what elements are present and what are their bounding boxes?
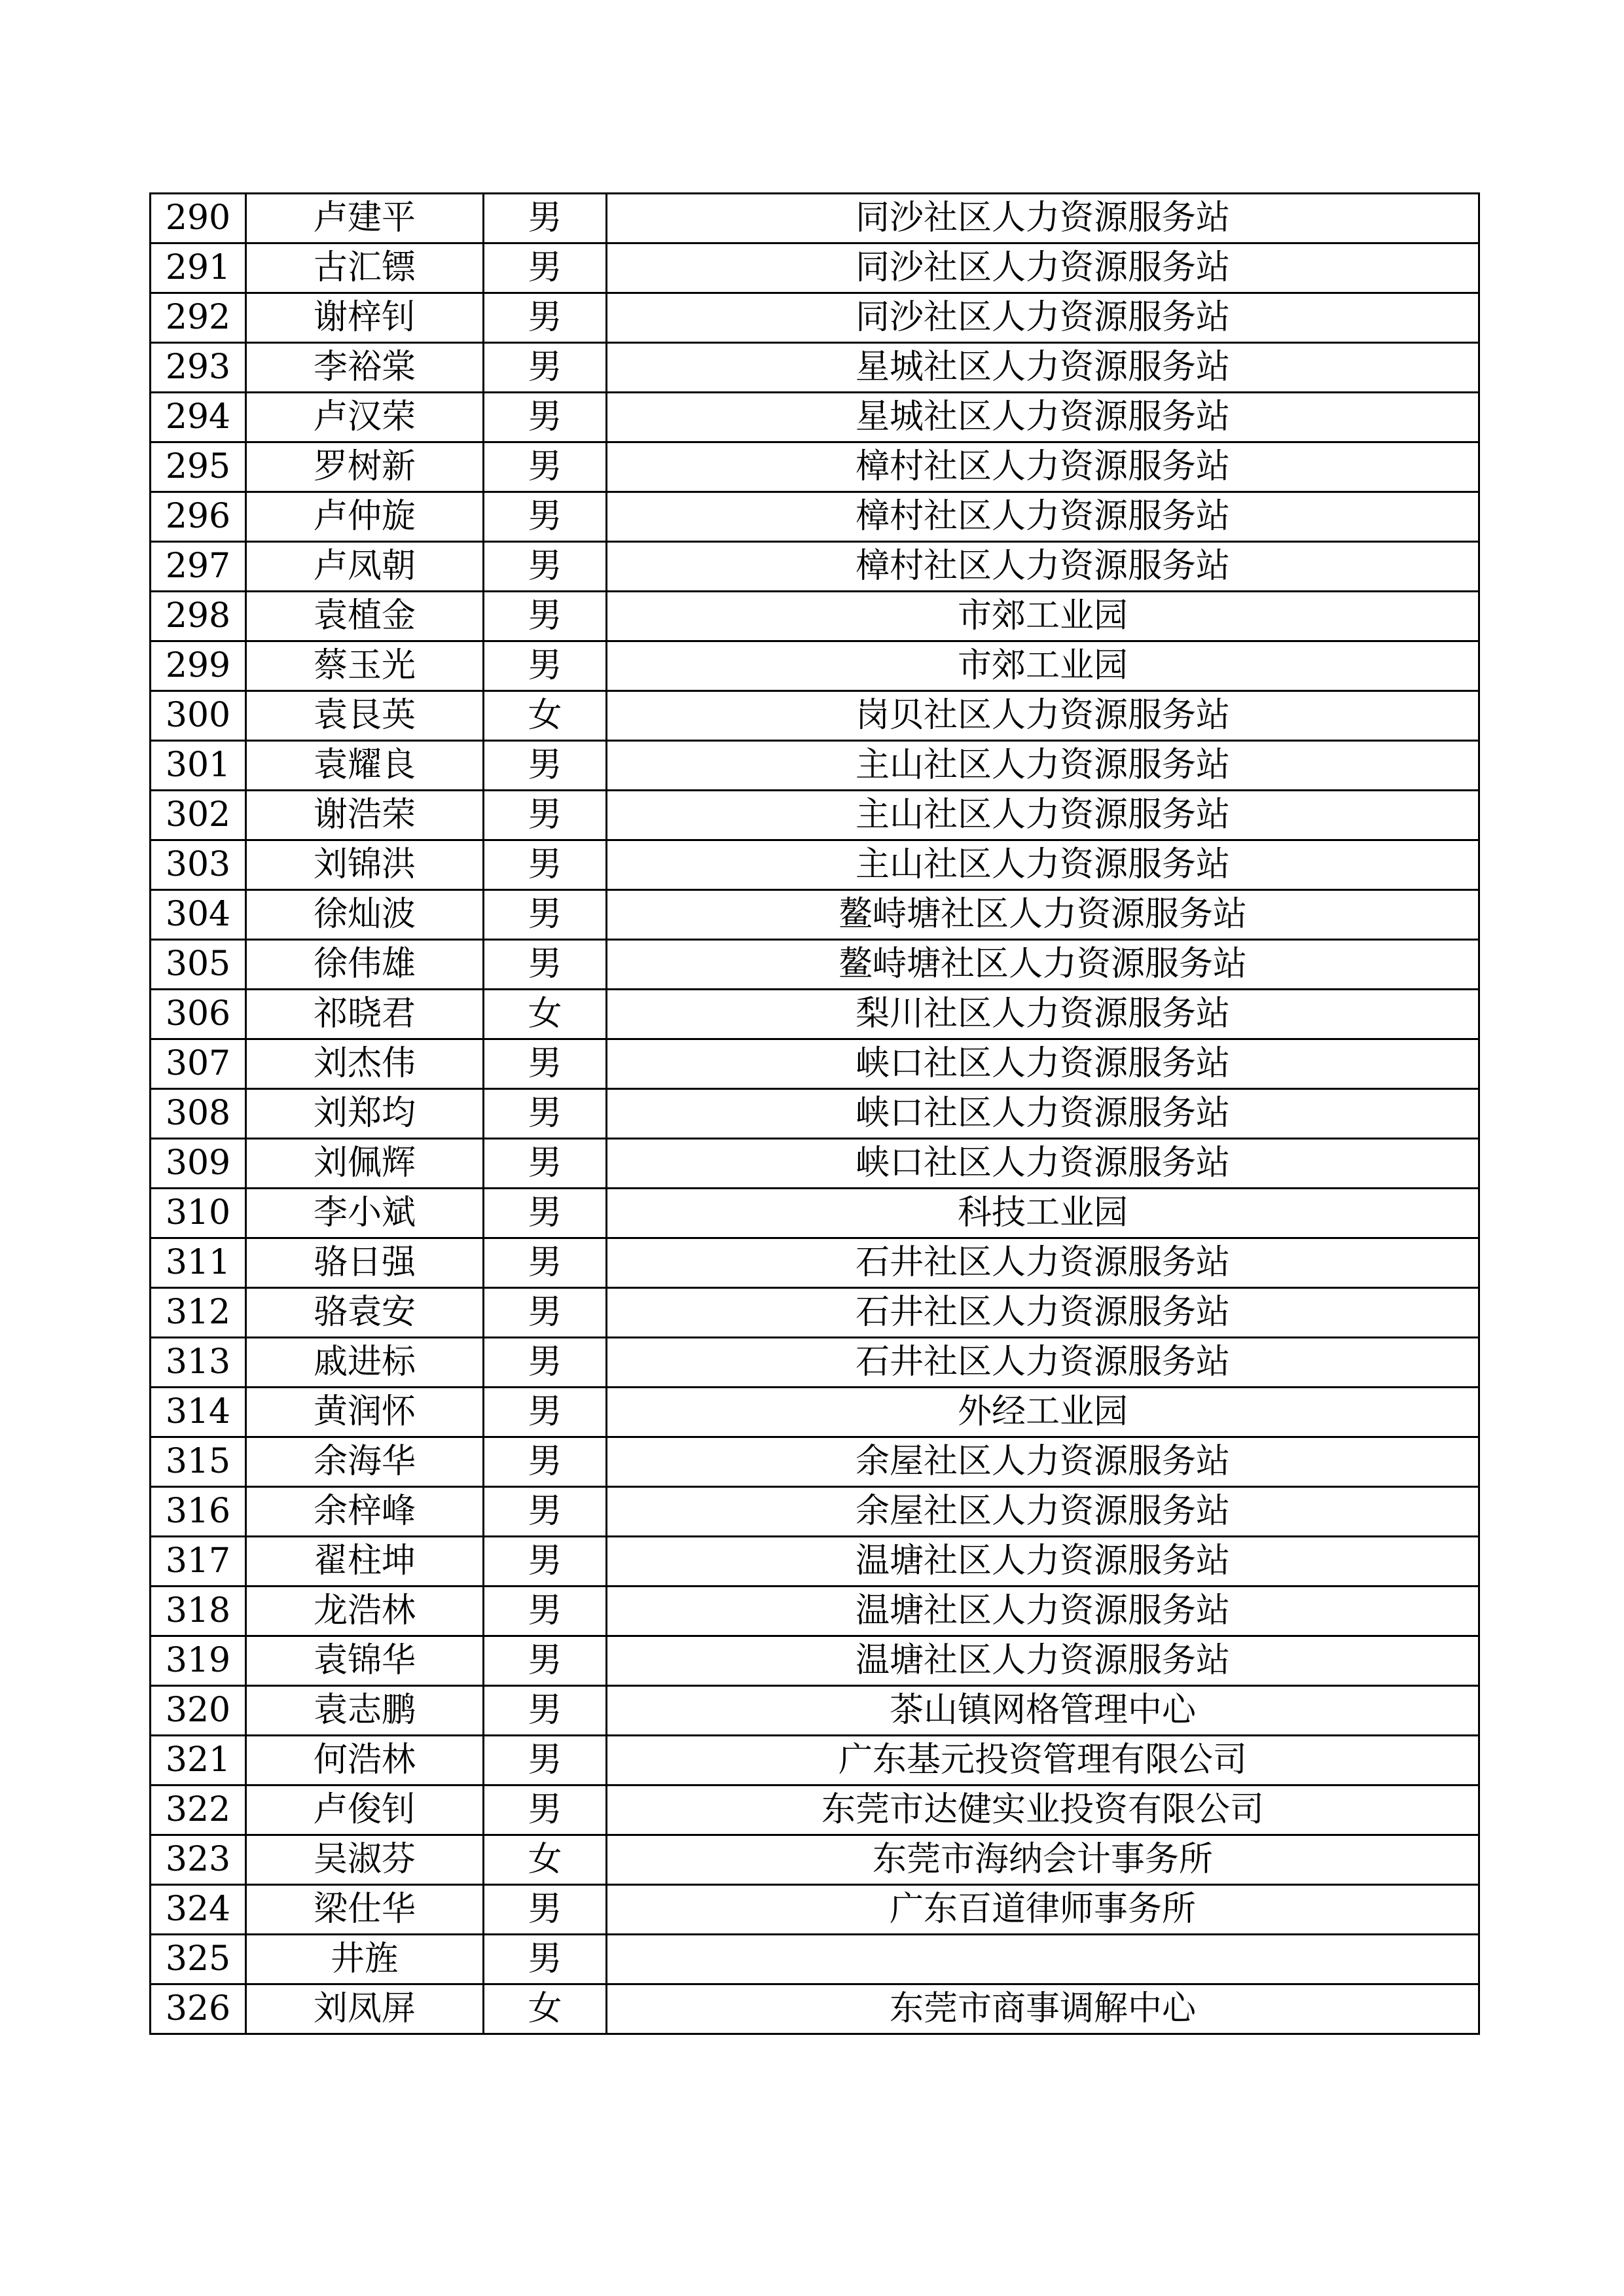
table-row [151, 1835, 1479, 1885]
table-row [151, 890, 1479, 940]
organization-cell: 石井社区人力资源服务站 [607, 1288, 1479, 1338]
organization-cell: 同沙社区人力资源服务站 [607, 194, 1479, 243]
table-row [151, 293, 1479, 343]
name-cell: 卢凤朝 [246, 542, 484, 592]
serial-number-cell: 317 [151, 1537, 246, 1587]
organization-cell: 市郊工业园 [607, 592, 1479, 641]
gender-cell: 男 [484, 1935, 607, 1984]
name-cell: 罗树新 [246, 442, 484, 492]
name-cell: 卢仲旋 [246, 492, 484, 542]
name-cell: 卢俊钊 [246, 1785, 484, 1835]
table-row [151, 1388, 1479, 1437]
name-cell: 刘锦洪 [246, 840, 484, 890]
name-cell: 徐灿波 [246, 890, 484, 940]
organization-cell: 樟村社区人力资源服务站 [607, 542, 1479, 592]
table-row [151, 1189, 1479, 1238]
table-row [151, 1089, 1479, 1139]
organization-cell: 科技工业园 [607, 1189, 1479, 1238]
organization-cell: 主山社区人力资源服务站 [607, 741, 1479, 791]
table-row [151, 940, 1479, 990]
organization-cell: 温塘社区人力资源服务站 [607, 1587, 1479, 1636]
gender-cell: 男 [484, 641, 607, 691]
name-cell: 李小斌 [246, 1189, 484, 1238]
name-cell: 刘佩辉 [246, 1139, 484, 1189]
table-row [151, 1935, 1479, 1984]
name-cell: 祁晓君 [246, 990, 484, 1039]
organization-cell: 温塘社区人力资源服务站 [607, 1537, 1479, 1587]
roster-table-body [151, 194, 1479, 2034]
gender-cell: 男 [484, 243, 607, 293]
serial-number-cell: 295 [151, 442, 246, 492]
name-cell: 何浩林 [246, 1736, 484, 1785]
table-row [151, 641, 1479, 691]
organization-cell: 东莞市海纳会计事务所 [607, 1835, 1479, 1885]
organization-cell: 东莞市商事调解中心 [607, 1984, 1479, 2034]
gender-cell: 男 [484, 194, 607, 243]
serial-number-cell: 326 [151, 1984, 246, 2034]
gender-cell: 男 [484, 442, 607, 492]
table-row [151, 1288, 1479, 1338]
table-row [151, 1984, 1479, 2034]
name-cell: 李裕棠 [246, 343, 484, 393]
gender-cell: 男 [484, 1537, 607, 1587]
organization-cell: 同沙社区人力资源服务站 [607, 243, 1479, 293]
gender-cell: 男 [484, 1189, 607, 1238]
serial-number-cell: 306 [151, 990, 246, 1039]
gender-cell: 男 [484, 1587, 607, 1636]
serial-number-cell: 315 [151, 1437, 246, 1487]
organization-cell: 温塘社区人力资源服务站 [607, 1636, 1479, 1686]
name-cell: 袁艮英 [246, 691, 484, 741]
table-row [151, 1785, 1479, 1835]
organization-cell: 峡口社区人力资源服务站 [607, 1039, 1479, 1089]
gender-cell: 女 [484, 1835, 607, 1885]
gender-cell: 男 [484, 1785, 607, 1835]
organization-cell: 星城社区人力资源服务站 [607, 393, 1479, 442]
serial-number-cell: 299 [151, 641, 246, 691]
name-cell: 翟柱坤 [246, 1537, 484, 1587]
organization-cell: 星城社区人力资源服务站 [607, 343, 1479, 393]
gender-cell: 男 [484, 1686, 607, 1736]
gender-cell: 男 [484, 741, 607, 791]
table-row [151, 990, 1479, 1039]
serial-number-cell: 297 [151, 542, 246, 592]
gender-cell: 男 [484, 542, 607, 592]
gender-cell: 女 [484, 691, 607, 741]
serial-number-cell: 300 [151, 691, 246, 741]
name-cell: 刘凤屏 [246, 1984, 484, 2034]
gender-cell: 男 [484, 1089, 607, 1139]
name-cell: 谢梓钊 [246, 293, 484, 343]
organization-cell: 梨川社区人力资源服务站 [607, 990, 1479, 1039]
serial-number-cell: 310 [151, 1189, 246, 1238]
table-row [151, 1338, 1479, 1388]
serial-number-cell: 304 [151, 890, 246, 940]
name-cell: 袁志鹏 [246, 1686, 484, 1736]
serial-number-cell: 290 [151, 194, 246, 243]
organization-cell: 鳌峙塘社区人力资源服务站 [607, 940, 1479, 990]
serial-number-cell: 302 [151, 791, 246, 840]
table-row [151, 1885, 1479, 1935]
table-row [151, 343, 1479, 393]
name-cell: 卢建平 [246, 194, 484, 243]
table-row [151, 243, 1479, 293]
table-row [151, 542, 1479, 592]
name-cell: 刘杰伟 [246, 1039, 484, 1089]
name-cell: 余梓峰 [246, 1487, 484, 1537]
name-cell: 吴淑芬 [246, 1835, 484, 1885]
gender-cell: 男 [484, 393, 607, 442]
table-row [151, 1039, 1479, 1089]
serial-number-cell: 314 [151, 1388, 246, 1437]
organization-cell: 主山社区人力资源服务站 [607, 840, 1479, 890]
gender-cell: 男 [484, 940, 607, 990]
table-row [151, 1686, 1479, 1736]
table-row [151, 1587, 1479, 1636]
name-cell: 骆袁安 [246, 1288, 484, 1338]
table-row [151, 592, 1479, 641]
serial-number-cell: 301 [151, 741, 246, 791]
organization-cell: 石井社区人力资源服务站 [607, 1238, 1479, 1288]
table-row [151, 691, 1479, 741]
name-cell: 刘郑均 [246, 1089, 484, 1139]
name-cell: 井旌 [246, 1935, 484, 1984]
serial-number-cell: 308 [151, 1089, 246, 1139]
gender-cell: 男 [484, 840, 607, 890]
organization-cell: 樟村社区人力资源服务站 [607, 442, 1479, 492]
organization-cell: 余屋社区人力资源服务站 [607, 1437, 1479, 1487]
gender-cell: 男 [484, 492, 607, 542]
serial-number-cell: 307 [151, 1039, 246, 1089]
serial-number-cell: 312 [151, 1288, 246, 1338]
gender-cell: 男 [484, 1736, 607, 1785]
organization-cell: 广东基元投资管理有限公司 [607, 1736, 1479, 1785]
serial-number-cell: 313 [151, 1338, 246, 1388]
name-cell: 古汇镖 [246, 243, 484, 293]
table-row [151, 1437, 1479, 1487]
gender-cell: 女 [484, 990, 607, 1039]
gender-cell: 男 [484, 791, 607, 840]
serial-number-cell: 296 [151, 492, 246, 542]
name-cell: 戚进标 [246, 1338, 484, 1388]
name-cell: 龙浩林 [246, 1587, 484, 1636]
organization-cell: 广东百道律师事务所 [607, 1885, 1479, 1935]
name-cell: 袁耀良 [246, 741, 484, 791]
table-row [151, 1736, 1479, 1785]
gender-cell: 男 [484, 1238, 607, 1288]
serial-number-cell: 316 [151, 1487, 246, 1537]
table-row [151, 1537, 1479, 1587]
name-cell: 蔡玉光 [246, 641, 484, 691]
gender-cell: 男 [484, 1388, 607, 1437]
table-row [151, 791, 1479, 840]
serial-number-cell: 318 [151, 1587, 246, 1636]
table-row [151, 1487, 1479, 1537]
serial-number-cell: 303 [151, 840, 246, 890]
table-row [151, 194, 1479, 243]
organization-cell: 同沙社区人力资源服务站 [607, 293, 1479, 343]
table-row [151, 840, 1479, 890]
organization-cell: 岗贝社区人力资源服务站 [607, 691, 1479, 741]
table-row [151, 1238, 1479, 1288]
table-row [151, 442, 1479, 492]
gender-cell: 男 [484, 1338, 607, 1388]
serial-number-cell: 324 [151, 1885, 246, 1935]
organization-cell: 峡口社区人力资源服务站 [607, 1089, 1479, 1139]
serial-number-cell: 292 [151, 293, 246, 343]
gender-cell: 男 [484, 343, 607, 393]
organization-cell: 鳌峙塘社区人力资源服务站 [607, 890, 1479, 940]
serial-number-cell: 293 [151, 343, 246, 393]
organization-cell: 主山社区人力资源服务站 [607, 791, 1479, 840]
organization-cell: 外经工业园 [607, 1388, 1479, 1437]
table-row [151, 492, 1479, 542]
organization-cell: 市郊工业园 [607, 641, 1479, 691]
roster-table [149, 192, 1480, 2035]
serial-number-cell: 322 [151, 1785, 246, 1835]
serial-number-cell: 319 [151, 1636, 246, 1686]
gender-cell: 男 [484, 1885, 607, 1935]
gender-cell: 男 [484, 1487, 607, 1537]
gender-cell: 男 [484, 592, 607, 641]
serial-number-cell: 325 [151, 1935, 246, 1984]
organization-cell: 茶山镇网格管理中心 [607, 1686, 1479, 1736]
name-cell: 袁锦华 [246, 1636, 484, 1686]
table-row [151, 1636, 1479, 1686]
organization-cell: 樟村社区人力资源服务站 [607, 492, 1479, 542]
gender-cell: 女 [484, 1984, 607, 2034]
serial-number-cell: 298 [151, 592, 246, 641]
gender-cell: 男 [484, 890, 607, 940]
name-cell: 黄润怀 [246, 1388, 484, 1437]
name-cell: 余海华 [246, 1437, 484, 1487]
organization-cell: 东莞市达健实业投资有限公司 [607, 1785, 1479, 1835]
name-cell: 梁仕华 [246, 1885, 484, 1935]
name-cell: 骆日强 [246, 1238, 484, 1288]
serial-number-cell: 323 [151, 1835, 246, 1885]
gender-cell: 男 [484, 1288, 607, 1338]
gender-cell: 男 [484, 1437, 607, 1487]
table-row [151, 741, 1479, 791]
gender-cell: 男 [484, 1039, 607, 1089]
gender-cell: 男 [484, 1139, 607, 1189]
organization-cell: 石井社区人力资源服务站 [607, 1338, 1479, 1388]
organization-cell: 余屋社区人力资源服务站 [607, 1487, 1479, 1537]
serial-number-cell: 294 [151, 393, 246, 442]
gender-cell: 男 [484, 293, 607, 343]
organization-cell: 峡口社区人力资源服务站 [607, 1139, 1479, 1189]
name-cell: 卢汉荣 [246, 393, 484, 442]
serial-number-cell: 291 [151, 243, 246, 293]
serial-number-cell: 309 [151, 1139, 246, 1189]
organization-cell [607, 1935, 1479, 1984]
serial-number-cell: 320 [151, 1686, 246, 1736]
serial-number-cell: 311 [151, 1238, 246, 1288]
table-row [151, 393, 1479, 442]
name-cell: 谢浩荣 [246, 791, 484, 840]
serial-number-cell: 321 [151, 1736, 246, 1785]
name-cell: 袁植金 [246, 592, 484, 641]
serial-number-cell: 305 [151, 940, 246, 990]
gender-cell: 男 [484, 1636, 607, 1686]
name-cell: 徐伟雄 [246, 940, 484, 990]
table-row [151, 1139, 1479, 1189]
